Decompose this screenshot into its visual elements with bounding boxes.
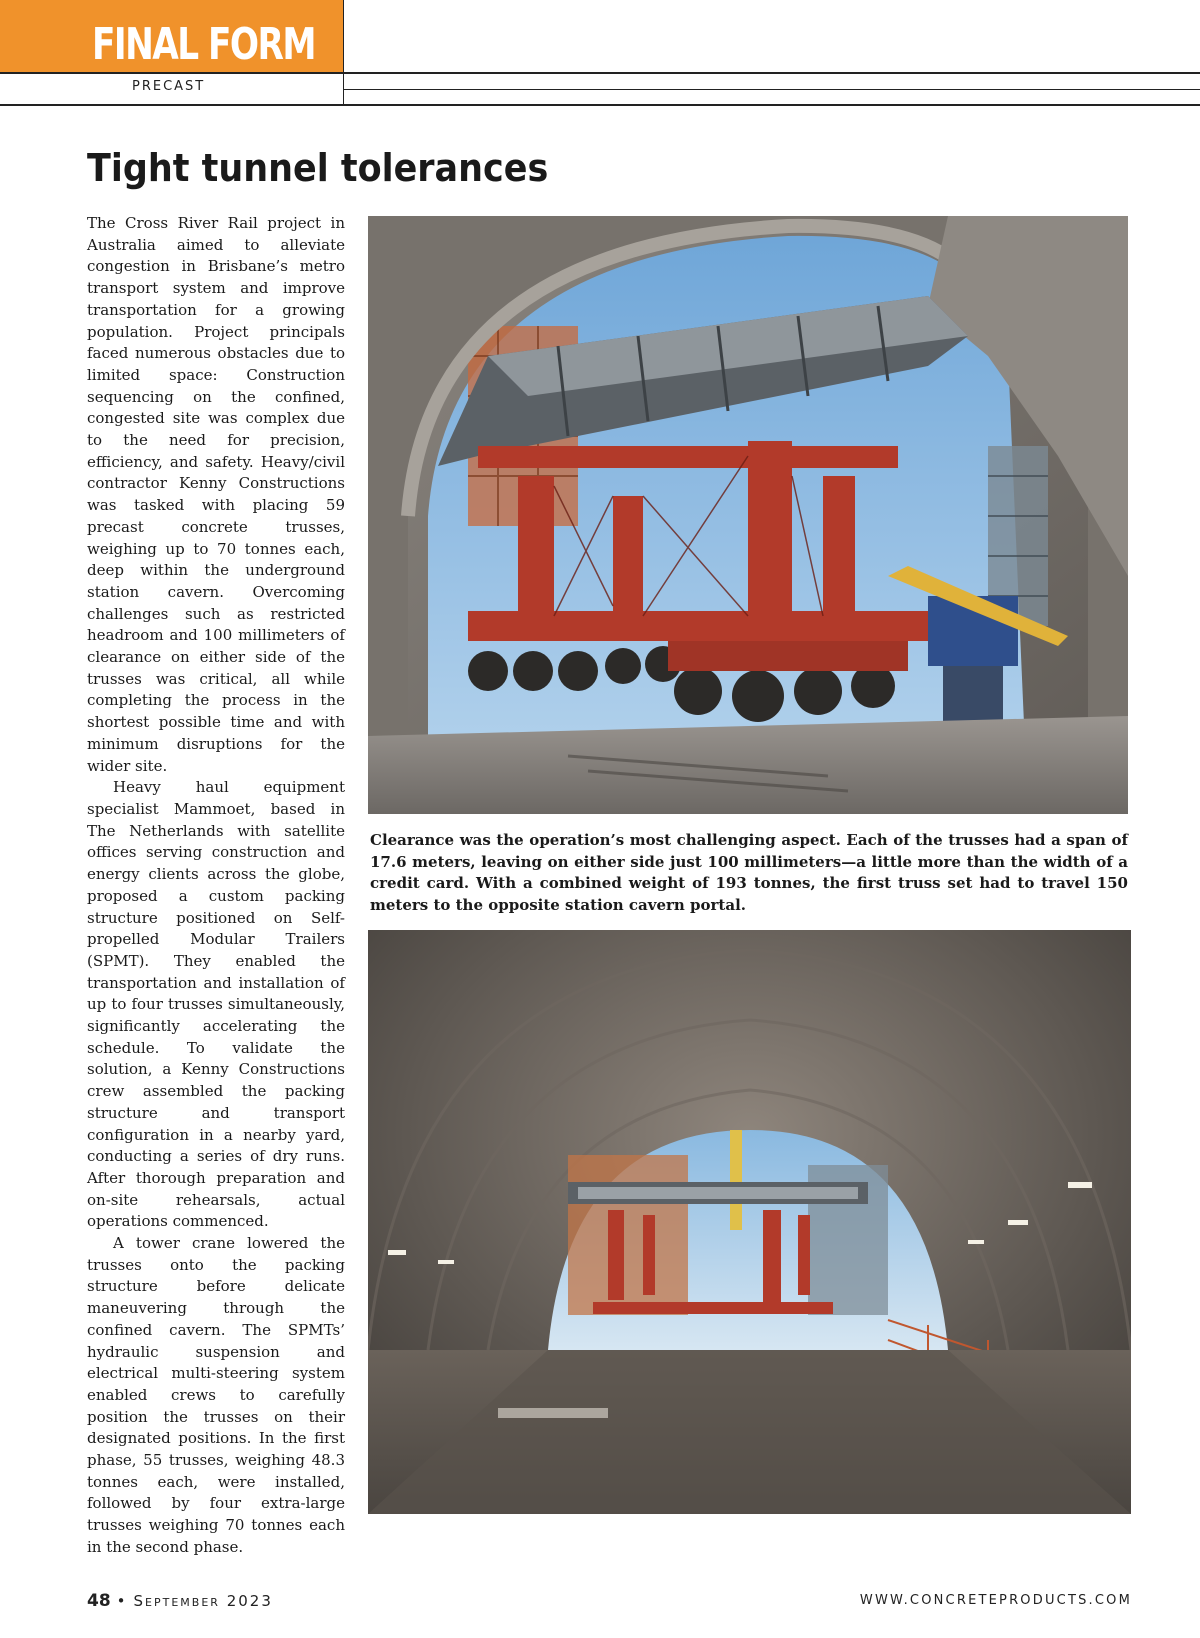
section-title: FINAL FORM: [92, 19, 315, 70]
header-rule-vertical: [343, 0, 344, 106]
paragraph-3: A tower crane lowered the trusses onto the packing structure before delicate maneuvering through the confined cavern. The SPMTs’ hydraulic suspension and electrical multi-steering system enabled crews to carefully position the trusses on their designated positions. In the first phase, 55 trusses, weighing 48.3 tonnes each, were installed, followed by four extra-large trusses weighing 70 tonnes each in the second phase.: [87, 1234, 345, 1556]
paragraph-2: Heavy haul equipment specialist Mammoet, based in The Netherlands with satellite offices serving construction and energy clients across the globe, proposed a custom packing structure positioned on Self-propelled Modular Trailers (SPMT). They enabled the transportation and installation of up to four trusses simultaneously, significantly accelerating the schedule. To validate the solution, a Kenny Constructions crew assembled the packing structure and transport configuration in a nearby yard, conducting a series of dry runs. After thorough preparation and on-site rehearsals, actual operations commenced.: [87, 778, 345, 1231]
article-body: [87, 213, 345, 1559]
photo-tunnel-cavern: [368, 930, 1131, 1514]
article-headline: Tight tunnel tolerances: [87, 146, 549, 190]
photo-caption: Clearance was the operation’s most challenging aspect. Each of the trusses had a span of 17.6 meters, leaving on either side just 100 millimeters—a little more than the width of a credit card. With a combined weight of 193 tonnes, the first truss set had to travel 150 meters to the opposite station cavern portal.: [370, 831, 1128, 914]
photo-truss-on-spmt: [368, 216, 1128, 814]
section-tab: [0, 0, 343, 72]
website-url[interactable]: WWW.CONCRETEPRODUCTS.COM: [859, 1593, 1132, 1608]
header-rule-bottom: [0, 104, 1200, 106]
paragraph-1: The Cross River Rail project in Australia aimed to alleviate congestion in Brisbane’s metro transport system and improve transportation for a growing population. Project principals faced numerous obstacles due to limited space: Construction sequencing on the confined, congested site was complex due to the need for precision, efficiency, and safety. Heavy/civil contractor Kenny Constructions was tasked with placing 59 precast concrete trusses, weighing up to 70 tonnes each, deep within the underground station cavern. Overcoming challenges such as restricted headroom and 100 millimeters of clearance on either side of the trusses was critical, all while completing the process in the shortest possible time and with minimum disruptions for the wider site.: [87, 214, 345, 775]
header-rule-top: [0, 72, 1200, 74]
page-number: 48: [87, 1591, 111, 1611]
header-rule-middle: [343, 89, 1200, 90]
section-subtitle: PRECAST: [132, 79, 206, 94]
footer-issue-line: [87, 1591, 273, 1611]
issue-date: September 2023: [133, 1592, 273, 1610]
footer-bullet: •: [116, 1592, 128, 1610]
